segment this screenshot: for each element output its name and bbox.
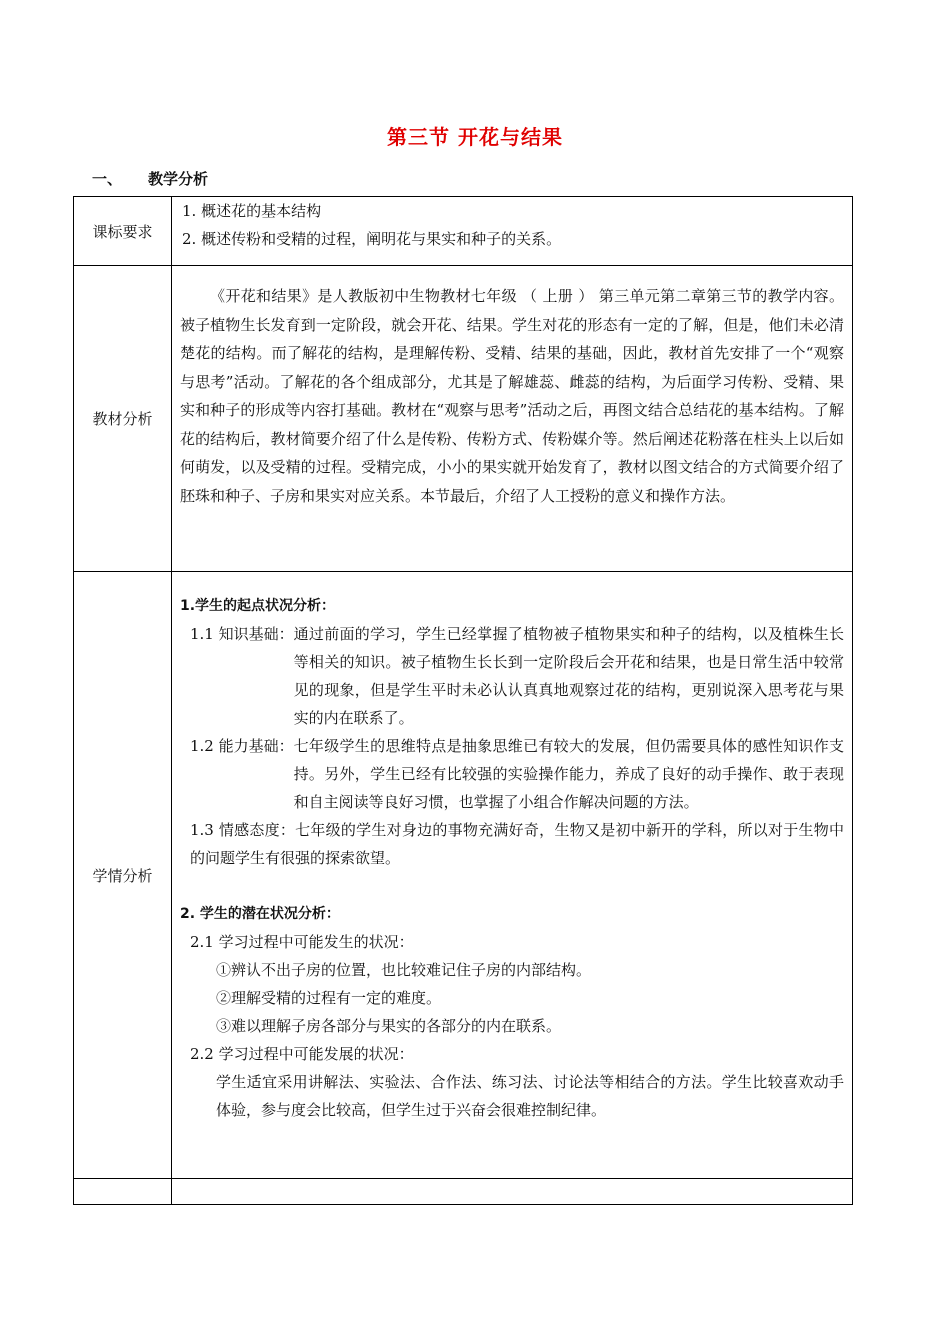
section-label: 教学分析: [148, 170, 209, 188]
page-title: 第三节 开花与结果: [387, 125, 563, 149]
sub-1-2-text: 七年级学生的思维特点是抽象思维已有较大的发展，但仍需要具体的感性知识作支持。另外，学生已经有比较强的实验操作能力，养成了良好的动手操作、敢于表现和自主阅读等良好习惯，也掌握了小组合作解决问题的方法。: [293, 737, 844, 811]
row-content-jiaocai: [172, 266, 853, 572]
section-heading: [92, 168, 208, 189]
xueqing-sub-1-1: [180, 620, 844, 732]
xueqing-sub-2-1: 2.1 学习过程中可能发生的状况：: [190, 933, 414, 951]
jiaocai-text: 《开花和结果》是人教版初中生物教材七年级 （ 上册 ） 第三单元第二章第三节的教学内容。被子植物生长发育到一定阶段，就会开花、结果。学生对花的形态有一定的了解，但是，他们未必清楚花的结构。而了解花的结构，是理解传粉、受精、结果的基础，因此，教材首先安排了一个“观察与思考”活动。了解花的各个组成部分，尤其是了解雄蕊、雌蕊的结构，为后面学习传粉、受精、果实和种子的形成等内容打基础。教材在“观察与思考”活动之后，再图文结合总结花的基本结构。了解花的结构后，教材简要介绍了什么是传粉、传粉方式、传粉媒介等。然后阐述花粉落在柱头上以后如何萌发，以及受精的过程。受精完成，小小的果实就开始发育了，教材以图文结合的方式简要介绍了胚珠和种子、子房和果实对应关系。本节最后，介绍了人工授粉的意义和操作方法。: [180, 287, 844, 505]
sub-1-1-label: 1.1 知识基础：: [190, 625, 294, 643]
empty-cell-content: [172, 1179, 853, 1205]
row-label-xueqing: 学情分析: [74, 572, 172, 1179]
table-row-empty: [74, 1179, 853, 1205]
sub-1-3-label: 1.3 情感态度：: [190, 821, 296, 839]
xueqing-heading-2: 2. 学生的潜在状况分析：: [180, 906, 340, 922]
sub-2-2-text: 学生适宜采用讲解法、实验法、合作法、练习法、讨论法等相结合的方法。学生比较喜欢动手体验，参与度会比较高，但学生过于兴奋会很难控制纪律。: [216, 1073, 844, 1119]
empty-cell-label: [74, 1179, 172, 1205]
list-item: ②理解受精的过程有一定的难度。: [216, 989, 442, 1007]
sub-1-1-text: 通过前面的学习，学生已经掌握了植物被子植物果实和种子的结构，以及植株生长等相关的知识。被子植物生长长到一定阶段后会开花和结果，也是日常生活中较常见的现象，但是学生平时未必认认真真地观察过花的结构，更别说深入思考花与果实的内在联系了。: [293, 625, 844, 727]
kebiao-item-1: 1. 概述花的基本结构: [182, 202, 322, 220]
kebiao-item-2: 2. 概述传粉和受精的过程，阐明花与果实和种子的关系。: [182, 230, 562, 248]
list-item: ③难以理解子房各部分与果实的各部分的内在联系。: [216, 1017, 562, 1035]
sub-1-2-label: 1.2 能力基础：: [190, 737, 294, 755]
analysis-table: [73, 196, 853, 1205]
xueqing-sub-1-3: [180, 816, 844, 872]
xueqing-sub-1-2: [180, 732, 844, 816]
row-label-jiaocai: 教材分析: [74, 266, 172, 572]
table-row-kebiao: [74, 197, 853, 266]
xueqing-heading-1: 1.学生的起点状况分析：: [180, 598, 336, 614]
row-content-xueqing: [172, 572, 853, 1179]
row-content-kebiao: [172, 197, 853, 266]
xueqing-sub-2-2: 2.2 学习过程中可能发展的状况：: [190, 1045, 414, 1063]
table-row-jiaocai: [74, 266, 853, 572]
section-number: 一、: [92, 170, 123, 188]
list-item: ①辨认不出子房的位置，也比较难记住子房的内部结构。: [216, 961, 592, 979]
sub-1-3-text: 七年级的学生对身边的事物充满好奇，生物又是初中新开的学科，所以对于生物中的问题学生有很强的探索欲望。: [190, 821, 844, 867]
row-label-kebiao: 课标要求: [74, 197, 172, 266]
table-row-xueqing: [74, 572, 853, 1179]
